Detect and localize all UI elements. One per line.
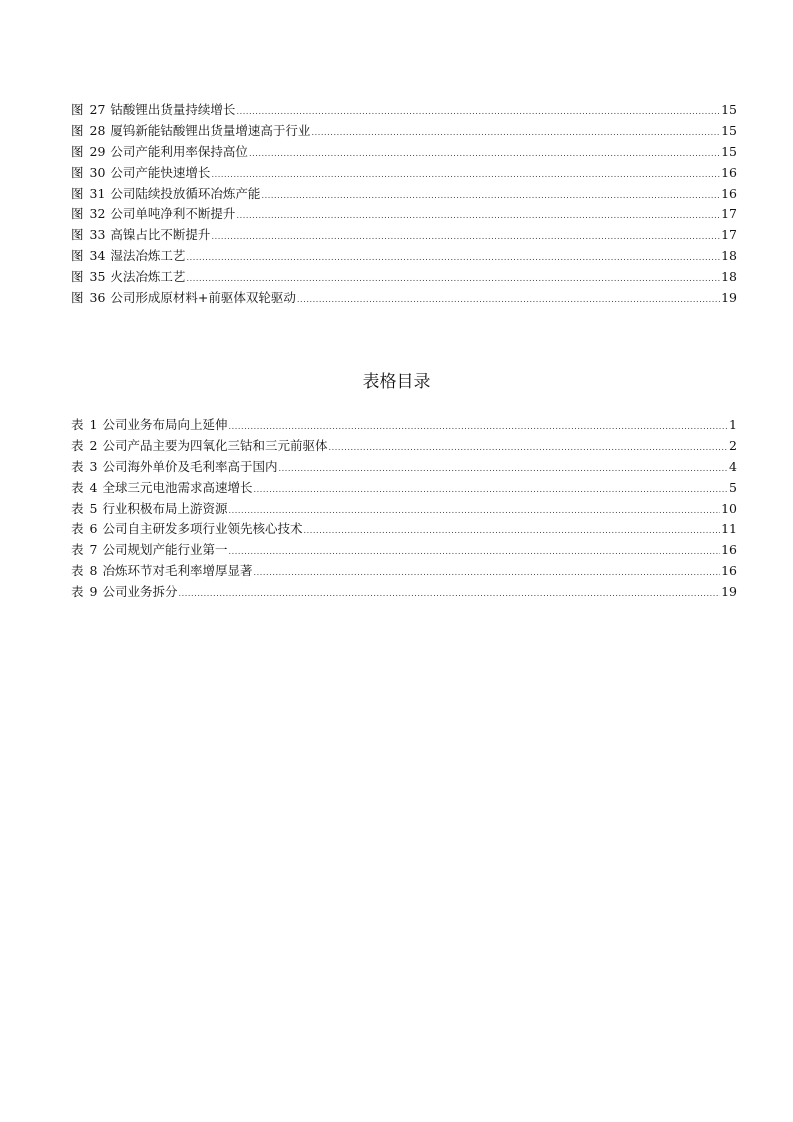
entry-number: 32 bbox=[89, 206, 106, 222]
entry-page-number: 2 bbox=[729, 437, 737, 453]
entry-title: 行业积极布局上游资源 bbox=[102, 500, 228, 516]
entry-prefix: 图 bbox=[71, 102, 84, 117]
entry-prefix: 表 bbox=[71, 521, 84, 537]
entry-page-number: 5 bbox=[729, 479, 737, 495]
dot-leader bbox=[297, 290, 720, 311]
entry-page-number: 17 bbox=[721, 227, 737, 243]
figure-entry[interactable] bbox=[71, 267, 737, 288]
entry-prefix: 表 bbox=[71, 479, 84, 495]
entry-title: 公司规划产能行业第一 bbox=[102, 542, 228, 558]
figure-entry[interactable] bbox=[71, 121, 737, 142]
dot-leader bbox=[253, 480, 728, 501]
dot-leader bbox=[328, 438, 728, 459]
entry-title: 高镍占比不断提升 bbox=[110, 227, 211, 243]
entry-number: 27 bbox=[89, 102, 106, 117]
entry-title: 公司海外单价及毛利率高于国内 bbox=[102, 458, 278, 474]
entry-title: 公司产能快速增长 bbox=[110, 164, 211, 180]
dot-leader bbox=[228, 417, 728, 438]
dot-leader bbox=[278, 459, 728, 480]
dot-leader bbox=[236, 102, 720, 123]
table-entry[interactable] bbox=[71, 561, 737, 582]
entry-page-number: 17 bbox=[721, 206, 737, 222]
entry-prefix: 表 bbox=[71, 417, 84, 432]
entry-number: 7 bbox=[89, 542, 98, 558]
dot-leader bbox=[211, 227, 720, 248]
dot-leader bbox=[261, 186, 720, 207]
table-of-tables-heading: 表格目录 bbox=[362, 372, 431, 392]
entry-number: 30 bbox=[89, 164, 106, 180]
entry-page-number: 19 bbox=[721, 290, 737, 306]
entry-number: 31 bbox=[89, 185, 106, 201]
table-entry[interactable] bbox=[71, 499, 737, 520]
entry-number: 34 bbox=[89, 248, 106, 264]
entry-page-number: 15 bbox=[721, 122, 737, 138]
table-entry[interactable] bbox=[71, 436, 737, 457]
entry-title: 公司产品主要为四氧化三钴和三元前驱体 bbox=[102, 437, 328, 453]
table-entry[interactable] bbox=[71, 582, 737, 603]
entry-page-number: 16 bbox=[721, 563, 737, 579]
entry-number: 3 bbox=[89, 458, 98, 474]
entry-number: 28 bbox=[89, 122, 106, 138]
figure-entry[interactable] bbox=[71, 184, 737, 205]
figure-list bbox=[71, 100, 737, 309]
dot-leader bbox=[311, 123, 720, 144]
figure-entry[interactable] bbox=[71, 246, 737, 267]
dot-leader bbox=[178, 584, 720, 605]
dot-leader bbox=[303, 521, 720, 542]
entry-prefix: 图 bbox=[71, 164, 84, 180]
table-entry[interactable] bbox=[71, 457, 737, 478]
table-entry[interactable] bbox=[71, 478, 737, 499]
dot-leader bbox=[253, 563, 720, 584]
entry-number: 4 bbox=[89, 479, 98, 495]
entry-prefix: 表 bbox=[71, 584, 84, 600]
entry-title: 冶炼环节对毛利率增厚显著 bbox=[102, 563, 253, 579]
entry-page-number: 11 bbox=[721, 521, 737, 537]
entry-prefix: 表 bbox=[71, 542, 84, 558]
entry-title: 全球三元电池需求高速增长 bbox=[102, 479, 253, 495]
dot-leader bbox=[228, 501, 720, 522]
entry-number: 29 bbox=[89, 143, 106, 159]
figure-entry[interactable] bbox=[71, 288, 737, 309]
entry-number: 35 bbox=[89, 269, 106, 285]
entry-number: 2 bbox=[89, 437, 98, 453]
entry-page-number: 18 bbox=[721, 248, 737, 264]
entry-prefix: 图 bbox=[71, 143, 84, 159]
entry-title: 火法冶炼工艺 bbox=[110, 269, 186, 285]
entry-page-number: 16 bbox=[721, 542, 737, 558]
entry-title: 公司业务布局向上延伸 bbox=[102, 417, 228, 432]
entry-number: 5 bbox=[89, 500, 98, 516]
entry-prefix: 表 bbox=[71, 500, 84, 516]
entry-prefix: 图 bbox=[71, 248, 84, 264]
figure-entry[interactable] bbox=[71, 225, 737, 246]
figure-entry[interactable] bbox=[71, 163, 737, 184]
dot-leader bbox=[186, 269, 720, 290]
entry-page-number: 16 bbox=[721, 164, 737, 180]
entry-number: 33 bbox=[89, 227, 106, 243]
entry-page-number: 15 bbox=[721, 143, 737, 159]
entry-number: 36 bbox=[89, 290, 106, 306]
entry-number: 9 bbox=[89, 584, 98, 600]
entry-prefix: 图 bbox=[71, 206, 84, 222]
entry-prefix: 图 bbox=[71, 185, 84, 201]
entry-prefix: 表 bbox=[71, 563, 84, 579]
entry-prefix: 图 bbox=[71, 227, 84, 243]
entry-page-number: 10 bbox=[721, 500, 737, 516]
entry-title: 钴酸锂出货量持续增长 bbox=[110, 102, 236, 117]
table-entry[interactable] bbox=[71, 415, 737, 436]
table-entry[interactable] bbox=[71, 519, 737, 540]
entry-page-number: 16 bbox=[721, 185, 737, 201]
dot-leader bbox=[211, 165, 720, 186]
dot-leader bbox=[186, 248, 720, 269]
figure-entry[interactable] bbox=[71, 100, 737, 121]
table-list bbox=[71, 415, 737, 603]
entry-page-number: 4 bbox=[729, 458, 737, 474]
entry-prefix: 图 bbox=[71, 269, 84, 285]
figure-entry[interactable] bbox=[71, 142, 737, 163]
entry-prefix: 图 bbox=[71, 290, 84, 306]
entry-number: 6 bbox=[89, 521, 98, 537]
entry-title: 公司自主研发多项行业领先核心技术 bbox=[102, 521, 303, 537]
entry-prefix: 表 bbox=[71, 458, 84, 474]
entry-number: 1 bbox=[89, 417, 98, 432]
entry-title: 公司产能利用率保持高位 bbox=[110, 143, 248, 159]
entry-title: 公司单吨净利不断提升 bbox=[110, 206, 236, 222]
entry-page-number: 19 bbox=[721, 584, 737, 600]
entry-page-number: 1 bbox=[729, 417, 737, 432]
dot-leader bbox=[249, 144, 720, 165]
table-entry[interactable] bbox=[71, 540, 737, 561]
dot-leader bbox=[228, 542, 720, 563]
dot-leader bbox=[236, 206, 720, 227]
entry-number: 8 bbox=[89, 563, 98, 579]
entry-title: 公司陆续投放循环冶炼产能 bbox=[110, 185, 261, 201]
entry-title: 湿法冶炼工艺 bbox=[110, 248, 186, 264]
entry-prefix: 表 bbox=[71, 437, 84, 453]
figure-entry[interactable] bbox=[71, 204, 737, 225]
entry-title: 厦钨新能钴酸锂出货量增速高于行业 bbox=[110, 122, 311, 138]
entry-page-number: 15 bbox=[721, 102, 737, 117]
entry-prefix: 图 bbox=[71, 122, 84, 138]
entry-title: 公司业务拆分 bbox=[102, 584, 178, 600]
entry-title: 公司形成原材料+前驱体双轮驱动 bbox=[110, 290, 296, 306]
entry-page-number: 18 bbox=[721, 269, 737, 285]
